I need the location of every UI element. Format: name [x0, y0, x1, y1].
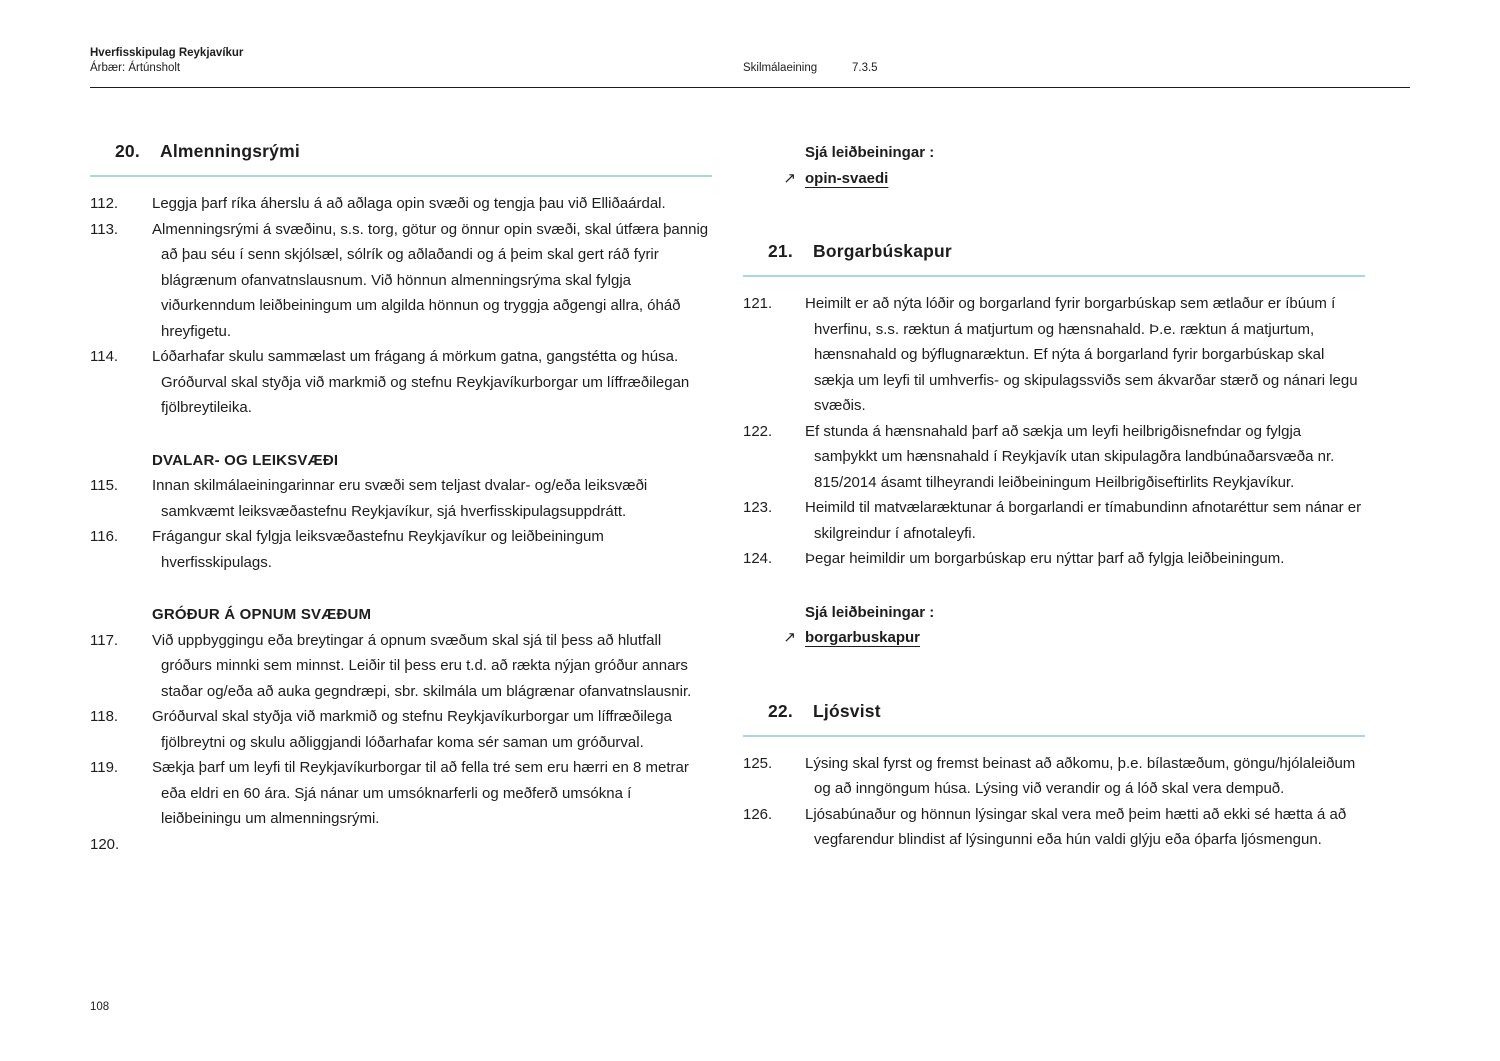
guidelines-block-opin-svaedi	[743, 140, 1365, 191]
item-number: 112.	[90, 195, 119, 212]
header-meta-label: Skilmálaeining	[743, 62, 818, 74]
item-text: Við uppbyggingu eða breytingar á opnum svæðum skal sjá til þess að hlutfall gróðurs minnki sem minnst. Leiðir til þess eru t.d. að rækta nýjan gróður annars staðar og/eða að auka gegndræpi, sbr. skilmála um blágrænar ofanvatnslausnir.	[152, 631, 692, 700]
list-item-125	[743, 751, 1365, 802]
list-item-122	[743, 419, 1365, 496]
list-item-126	[743, 802, 1365, 853]
guidelines-link-opin-svaedi[interactable]: opin-svaedi	[805, 169, 889, 187]
section-number: 22.	[768, 700, 793, 721]
list-item-119	[90, 755, 712, 832]
item-text: Sækja þarf um leyfi til Reykjavíkurborgar til að fella tré sem eru hærri en 8 metrar eða eldri en 60 ára. Sjá nánar um umsóknarferli og meðferð umsókna í leiðbeiningu um almenningsrými.	[152, 759, 689, 827]
section-title: Borgarbúskapur	[813, 241, 952, 261]
list-item-115	[90, 473, 712, 524]
item-text: Frágangur skal fylgja leiksvæðastefnu Reykjavíkur og leiðbeiningum hverfisskipulags.	[152, 528, 604, 571]
page-number: 108	[90, 1001, 110, 1013]
list-item-117	[90, 628, 712, 705]
guidelines-link-borgarbuskapur[interactable]: borgarbuskapur	[805, 629, 921, 646]
left-column	[90, 140, 712, 857]
document-header	[90, 46, 243, 76]
item-number: 122.	[743, 422, 773, 440]
doc-title: Hverfisskipulag Reykjavíkur	[90, 47, 244, 59]
guidelines-block-borgarbuskapur	[743, 600, 1365, 651]
item-text: Leggja þarf ríka áherslu á að aðlaga opin svæði og tengja þau við Elliðaárdal.	[152, 195, 666, 212]
item-text: Lýsing skal fyrst og fremst beinast að aðkomu, þ.e. bílastæðum, göngu/hjólaleiðum og að inngöngum húsa. Lýsing við verandir og á lóð skal vera dempuð.	[805, 754, 1356, 797]
right-column	[743, 140, 1365, 853]
item-number: 119.	[90, 759, 119, 776]
list-item-120	[90, 832, 712, 858]
item-number: 118.	[90, 708, 119, 725]
header-meta-value: 7.3.5	[852, 62, 878, 74]
item-number: 115.	[90, 477, 119, 494]
item-text: Ljósabúnaður og hönnun lýsingar skal vera með þeim hætti að ekki sé hætta á að vegfarendur blindist af lýsingunni eða hún valdi glýju eða óþarfa ljósmengun.	[805, 805, 1347, 848]
section-heading-22	[743, 700, 1365, 737]
section-heading-20	[90, 140, 712, 177]
list-item-118	[90, 704, 712, 755]
item-text: Lóðarhafar skulu sammælast um frágang á mörkum gatna, gangstétta og húsa. Gróðurval skal styðja við markmið og stefnu Reykjavíkurborgar um líffræðilegan fjölbreytileika.	[152, 348, 690, 416]
guidelines-label: Sjá leiðbeiningar :	[805, 603, 935, 621]
section-number: 20.	[115, 141, 140, 161]
list-item-113	[90, 217, 712, 345]
external-link-arrow-icon: ↗	[783, 169, 796, 187]
list-item-121	[743, 291, 1365, 419]
list-item-112	[90, 191, 712, 217]
item-number: 117.	[90, 631, 119, 649]
item-number: 120.	[90, 835, 120, 853]
list-item-123	[743, 495, 1365, 546]
item-text: Heimild til matvælaræktunar á borgarlandi er tímabundinn afnotaréttur sem nánar er skilgreindur í afnotaleyfi.	[805, 499, 1362, 542]
list-item-114	[90, 344, 712, 421]
section-title: Ljósvist	[813, 700, 881, 721]
header-meta	[743, 61, 878, 76]
item-number: 125.	[743, 754, 773, 772]
list-item-116	[90, 524, 712, 575]
subheading-grodur-a-opnum-svaedum: GRÓÐUR Á OPNUM SVÆÐUM	[152, 606, 372, 623]
guidelines-link-row	[743, 625, 1365, 651]
item-text: Gróðurval skal styðja við markmið og stefnu Reykjavíkurborgar um líffræðilega fjölbreytni og skulu aðliggjandi lóðarhafar koma sér saman um gróðurval.	[152, 708, 672, 751]
item-text: Þegar heimildir um borgarbúskap eru nýttar þarf að fylgja leiðbeiningum.	[805, 550, 1285, 567]
item-text: Ef stunda á hænsnahald þarf að sækja um leyfi heilbrigðisnefndar og fylgja samþykkt um hænsnahald í Reykjavík utan skipulagðra landbúnaðarsvæða nr. 815/2014 ásamt tilheyrandi leiðbeiningum Heilbrigðiseftirlits Reykjavíkur.	[805, 422, 1335, 491]
list-item-124	[743, 546, 1365, 572]
item-text	[152, 832, 712, 858]
doc-subtitle: Árbær: Ártúnsholt	[90, 62, 181, 74]
item-number: 124.	[743, 550, 773, 567]
item-number: 123.	[743, 499, 773, 516]
section-number: 21.	[768, 241, 793, 261]
item-text: Innan skilmálaeiningarinnar eru svæði sem teljast dvalar- og/eða leiksvæði samkvæmt leiksvæðastefnu Reykjavíkur, sjá hverfisskipulagsuppdrátt.	[152, 477, 648, 520]
item-number: 113.	[90, 220, 119, 238]
item-text: Heimilt er að nýta lóðir og borgarland fyrir borgarbúskap sem ætlaður er íbúum í hverfinu, s.s. ræktun á matjurtum og hænsnahald. Þ.e. ræktun á matjurtum, hænsnahald og býflugnaræktun. Ef nýta á borgarland fyrir borgarbúskap skal sækja um leyfi til umhverfis- og skipulagssviðs sem ákvarðar stærð og nánari legu svæðis.	[805, 295, 1358, 414]
item-number: 114.	[90, 348, 119, 365]
item-number: 121.	[743, 295, 773, 312]
guidelines-label: Sjá leiðbeiningar :	[805, 144, 935, 161]
section-title: Almenningsrými	[160, 141, 300, 161]
item-number: 116.	[90, 528, 119, 545]
item-text: Almenningsrými á svæðinu, s.s. torg, götur og önnur opin svæði, skal útfæra þannig að þau séu í senn skjólsæl, sólrík og aðlaðandi og á þeim skal gert ráð fyrir blágrænum ofanvatnslausnum. Við hönnun almenningsrýma skal fylgja viðurkenndum leiðbeiningum um algilda hönnun og tryggja aðgengi allra, óháð hreyfigetu.	[152, 220, 709, 340]
item-number: 126.	[743, 805, 773, 823]
document-footer	[90, 1001, 109, 1013]
header-divider	[90, 87, 1410, 88]
subheading-dvalar-og-leiksvaedi: DVALAR- OG LEIKSVÆÐI	[152, 451, 339, 469]
external-link-arrow-icon: ↗	[783, 629, 796, 646]
section-heading-21	[743, 240, 1365, 277]
guidelines-link-row	[743, 166, 1365, 192]
